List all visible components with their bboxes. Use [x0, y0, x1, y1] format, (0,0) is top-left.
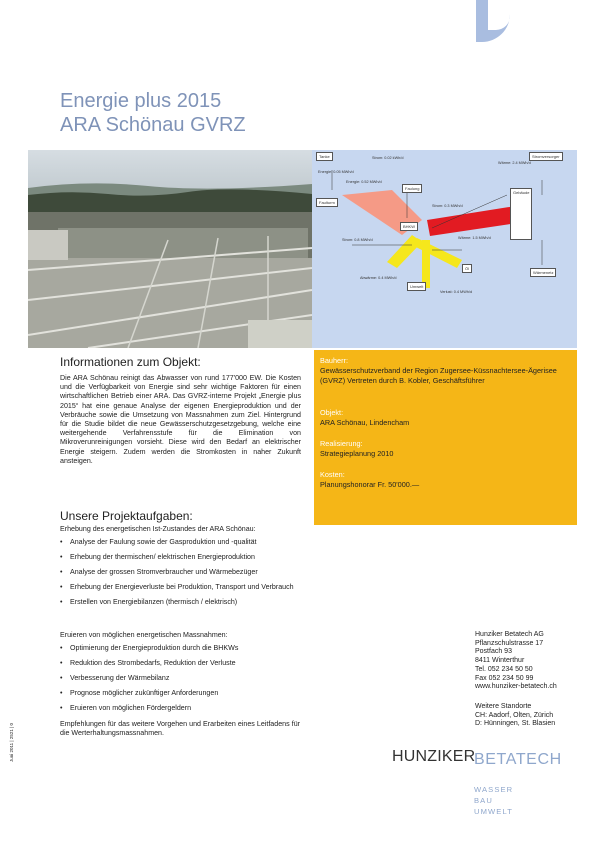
node-faulung: Faulung — [402, 184, 422, 193]
project-facts-box — [314, 350, 577, 525]
page-title-line1: Energie plus 2015 — [60, 90, 222, 112]
node-tank: Tanke — [316, 152, 333, 161]
tagline-umwelt: UMWELT — [474, 807, 513, 816]
tagline-wasser: WASSER — [474, 785, 514, 794]
list-item: • Erhebung der Energieverluste bei Produktion, Transport und Verbrauch — [60, 583, 305, 592]
street: Pflanzschulstrasse 17 — [475, 639, 544, 647]
website-link[interactable]: www.hunziker-betatech.ch — [475, 683, 557, 691]
list-item: • Erstellen von Energiebilanzen (thermisch / elektrisch) — [60, 598, 305, 607]
node-stromversorger: Stromversorger — [529, 152, 563, 161]
footer-vertical-code: Juni 2011 | 2521 | 0 — [9, 722, 14, 762]
plant-photo — [28, 150, 312, 348]
node-bhkw: BHKW — [400, 222, 418, 231]
info-text: Die ARA Schönau reinigt das Abwasser von rund 177'000 EW. Die Kosten und die Verfügbarkeit von Energie sind sehr wichtige Faktoren für einen wirtschaftlichen Betrieb einer ARA. Das GVRZ-interne Projekt „Energie plus 2015“ hat eine genaue Analyse der eigenen Energieproduktion und der Verbräuche sowie die Umsetzung von Massnahmen zum Ziel. Hintergrund für die Studie bildet die neue Gewässerschutzgesetzgebung, welche eine weitergehende Verfahrensstufe für die Elimination von Mikroverunreinigungen vorsieht. Diese wird den Bedarf an elektrischer Energie steigern. Zudem werden die Stromkosten in naher Zukunft ansteigen. — [60, 374, 301, 465]
other-location-d: D: Hünningen, St. Blasien — [475, 720, 556, 728]
brand-betatech: BETATECH — [474, 751, 562, 768]
other-location-ch: CH: Aadorf, Olten, Zürich — [475, 711, 554, 719]
node-waermenetz: Wärmenetz — [530, 268, 556, 277]
diagram-label-d: Wärme: 2.4 MWh/d — [498, 161, 531, 165]
bauherr-value: Gewässerschutzverband der Region Zugersee-Küssnachtersee-Ägerisee (GVRZ) Vertreten durch B. Kobler, Geschäftsführer — [320, 366, 557, 385]
phone: Tel. 052 234 50 50 — [475, 665, 533, 673]
node-oel: Öl — [462, 264, 472, 273]
list-item: • Eruieren von möglichen Fördergeldern — [60, 704, 305, 713]
tasks-intro-1: Erhebung des energetischen Ist-Zustandes der ARA Schönau: — [60, 525, 256, 533]
tasks-list-2 — [60, 644, 305, 714]
closing-text: Empfehlungen für das weitere Vorgehen und Erarbeiten eines Leitfadens für die Werterhaltungsmassnahmen. — [60, 720, 300, 738]
list-item: • Erhebung der thermischen/ elektrischen Energieproduktion — [60, 553, 305, 562]
diagram-label-g: Strom: 0.8 MWh/d — [342, 238, 373, 242]
kosten-value: Planungshonorar Fr. 50'000.— — [320, 480, 420, 489]
tasks-intro-2: Eruieren von möglichen energetischen Massnahmen: — [60, 631, 228, 639]
diagram-label-b: Energie: 0.05 MWh/d — [318, 170, 354, 174]
list-item: • Optimierung der Energieproduktion durch die BHKWs — [60, 644, 305, 653]
contact-address — [475, 631, 595, 692]
city: 8411 Winterthur — [475, 657, 525, 665]
diagram-label-h: Abwärme: 0.4 MWh/d — [360, 276, 397, 280]
list-item: • Reduktion des Strombedarfs, Reduktion der Verluste — [60, 659, 305, 668]
other-locations-heading: Weitere Standorte — [475, 703, 532, 710]
postbox: Postfach 93 — [475, 648, 512, 656]
list-item: • Analyse der grossen Stromverbraucher und Wärmebezüger — [60, 568, 305, 577]
fax: Fax 052 234 50 99 — [475, 674, 534, 682]
page-title-line2: ARA Schönau GVRZ — [60, 114, 246, 136]
bauherr-label: Bauherr: — [320, 356, 348, 365]
brand-tagline — [474, 784, 513, 817]
list-item: • Prognose möglicher zukünftiger Anforderungen — [60, 689, 305, 698]
node-gebaude: Gebäude — [510, 188, 532, 240]
brand-hunziker: HUNZIKER — [392, 748, 476, 765]
company-name: Hunziker Betatech AG — [475, 631, 544, 638]
realisierung-value: Strategieplanung 2010 — [320, 449, 394, 458]
node-faulturm: Faulturm — [316, 198, 338, 207]
info-heading: Informationen zum Objekt: — [60, 355, 201, 369]
diagram-label-e: Strom: 0.3 MWh/d — [432, 204, 463, 208]
tasks-heading: Unsere Projektaufgaben: — [60, 509, 193, 523]
node-umwelt: Umwelt — [407, 282, 426, 291]
diagram-label-c: Energie: 0.52 MWh/d — [346, 180, 382, 184]
diagram-label-i: Verlust: 0.4 MWh/d — [440, 290, 473, 294]
tasks-list-1 — [60, 538, 305, 607]
diagram-label-a: Strom: 0.02 kWh/d — [372, 156, 404, 160]
objekt-value: ARA Schönau, Lindencham — [320, 418, 410, 427]
realisierung-label: Realisierung: — [320, 439, 363, 448]
list-item: • Verbesserung der Wärmebilanz — [60, 674, 305, 683]
objekt-label: Objekt: — [320, 408, 344, 417]
diagram-label-f: Wärme: 1.5 MWh/d — [458, 236, 491, 240]
energy-flow-diagram — [312, 150, 577, 348]
kosten-label: Kosten: — [320, 470, 345, 479]
list-item: • Analyse der Faulung sowie der Gasproduktion und -qualität — [60, 538, 305, 547]
other-locations — [475, 703, 595, 729]
brand-d-logo — [476, 0, 538, 42]
tagline-bau: BAU — [474, 796, 493, 805]
